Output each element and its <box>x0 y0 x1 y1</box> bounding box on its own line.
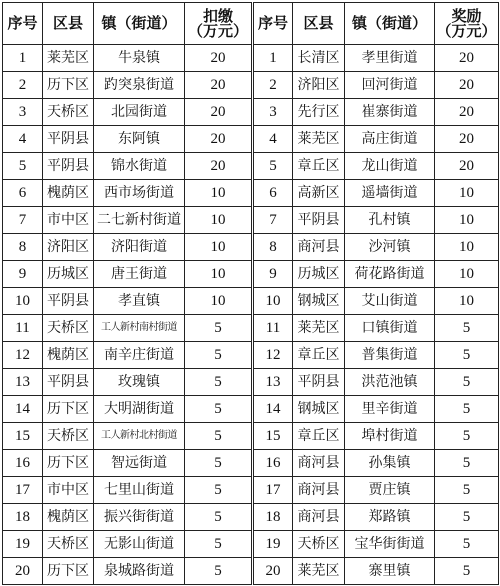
cell-reward-amount: 10 <box>435 207 499 234</box>
cell-deduct-amount: 5 <box>185 315 253 342</box>
table-row <box>3 45 499 72</box>
cell-deduct-amount: 10 <box>185 234 253 261</box>
cell-seq-left: 14 <box>3 396 43 423</box>
cell-town-left: 济阳街道 <box>94 234 185 261</box>
cell-seq-left: 19 <box>3 531 43 558</box>
table-row <box>3 423 499 450</box>
cell-town-left: 玫瑰镇 <box>94 369 185 396</box>
cell-county-left: 济阳区 <box>43 234 94 261</box>
cell-seq-right: 13 <box>253 369 293 396</box>
cell-deduct-amount: 20 <box>185 126 253 153</box>
table-row <box>3 504 499 531</box>
cell-county-right: 章丘区 <box>293 153 345 180</box>
cell-reward-amount: 20 <box>435 153 499 180</box>
cell-town-right: 崔寨街道 <box>345 99 435 126</box>
cell-town-left: 趵突泉街道 <box>94 72 185 99</box>
cell-town-left: 智远街道 <box>94 450 185 477</box>
cell-county-left: 槐荫区 <box>43 504 94 531</box>
table-body <box>3 45 499 585</box>
cell-reward-amount: 5 <box>435 477 499 504</box>
cell-reward-amount: 20 <box>435 45 499 72</box>
cell-reward-amount: 10 <box>435 288 499 315</box>
cell-town-right: 龙山街道 <box>345 153 435 180</box>
cell-seq-right: 19 <box>253 531 293 558</box>
cell-county-right: 商河县 <box>293 504 345 531</box>
cell-seq-left: 16 <box>3 450 43 477</box>
table-row <box>3 99 499 126</box>
cell-town-right: 里辛街道 <box>345 396 435 423</box>
cell-seq-right: 10 <box>253 288 293 315</box>
cell-town-left: 大明湖街道 <box>94 396 185 423</box>
cell-county-left: 市中区 <box>43 477 94 504</box>
cell-seq-left: 3 <box>3 99 43 126</box>
cell-reward-amount: 5 <box>435 342 499 369</box>
cell-seq-left: 4 <box>3 126 43 153</box>
cell-town-left: 无影山街道 <box>94 531 185 558</box>
cell-deduct-amount: 5 <box>185 369 253 396</box>
header-deduct-line2: （万元） <box>187 21 248 40</box>
cell-seq-right: 7 <box>253 207 293 234</box>
table-row <box>3 531 499 558</box>
cell-deduct-amount: 5 <box>185 423 253 450</box>
cell-reward-amount: 5 <box>435 315 499 342</box>
cell-deduct-amount: 5 <box>185 504 253 531</box>
cell-deduct-amount: 5 <box>185 477 253 504</box>
cell-seq-right: 11 <box>253 315 293 342</box>
table-row <box>3 450 499 477</box>
cell-county-right: 莱芜区 <box>293 126 345 153</box>
cell-deduct-amount: 20 <box>185 45 253 72</box>
cell-town-left: 工人新村南村街道 <box>94 315 185 342</box>
header-seq-right: 序号 <box>253 3 293 45</box>
cell-county-left: 天桥区 <box>43 531 94 558</box>
cell-county-right: 商河县 <box>293 477 345 504</box>
cell-county-right: 章丘区 <box>293 423 345 450</box>
table-row <box>3 126 499 153</box>
cell-seq-right: 17 <box>253 477 293 504</box>
cell-seq-left: 9 <box>3 261 43 288</box>
cell-town-right: 口镇街道 <box>345 315 435 342</box>
header-town-left: 镇（街道） <box>94 3 185 45</box>
cell-town-right: 洪范池镇 <box>345 369 435 396</box>
cell-county-left: 历城区 <box>43 261 94 288</box>
cell-town-right: 埠村街道 <box>345 423 435 450</box>
cell-deduct-amount: 10 <box>185 180 253 207</box>
table-row <box>3 558 499 585</box>
cell-deduct-amount: 20 <box>185 99 253 126</box>
cell-reward-amount: 5 <box>435 423 499 450</box>
table-row <box>3 342 499 369</box>
cell-seq-right: 8 <box>253 234 293 261</box>
cell-town-left: 南辛庄街道 <box>94 342 185 369</box>
cell-town-left: 牛泉镇 <box>94 45 185 72</box>
header-county-left: 区县 <box>43 3 94 45</box>
table-row <box>3 477 499 504</box>
cell-town-left: 东阿镇 <box>94 126 185 153</box>
cell-county-right: 商河县 <box>293 450 345 477</box>
cell-county-left: 槐荫区 <box>43 342 94 369</box>
cell-seq-right: 18 <box>253 504 293 531</box>
cell-reward-amount: 5 <box>435 558 499 585</box>
cell-deduct-amount: 20 <box>185 72 253 99</box>
cell-town-left: 锦水街道 <box>94 153 185 180</box>
header-reward <box>435 3 499 45</box>
table-row <box>3 72 499 99</box>
cell-county-right: 钢城区 <box>293 288 345 315</box>
cell-deduct-amount: 5 <box>185 531 253 558</box>
cell-county-right: 高新区 <box>293 180 345 207</box>
cell-town-left: 西市场街道 <box>94 180 185 207</box>
cell-town-right: 孙集镇 <box>345 450 435 477</box>
cell-deduct-amount: 10 <box>185 288 253 315</box>
cell-county-right: 历城区 <box>293 261 345 288</box>
cell-reward-amount: 20 <box>435 126 499 153</box>
cell-county-right: 平阴县 <box>293 207 345 234</box>
cell-town-left: 北园街道 <box>94 99 185 126</box>
cell-town-left: 泉城路街道 <box>94 558 185 585</box>
cell-seq-right: 9 <box>253 261 293 288</box>
table-row <box>3 396 499 423</box>
cell-town-right: 贾庄镇 <box>345 477 435 504</box>
cell-seq-left: 2 <box>3 72 43 99</box>
cell-town-right: 普集街道 <box>345 342 435 369</box>
cell-county-right: 天桥区 <box>293 531 345 558</box>
cell-seq-right: 12 <box>253 342 293 369</box>
cell-deduct-amount: 10 <box>185 261 253 288</box>
cell-seq-left: 11 <box>3 315 43 342</box>
cell-town-right: 回河街道 <box>345 72 435 99</box>
cell-deduct-amount: 5 <box>185 558 253 585</box>
table-row <box>3 369 499 396</box>
cell-county-left: 平阴县 <box>43 153 94 180</box>
header-town-right: 镇（街道） <box>345 3 435 45</box>
cell-town-right: 寨里镇 <box>345 558 435 585</box>
cell-reward-amount: 5 <box>435 369 499 396</box>
cell-town-right: 遥墙街道 <box>345 180 435 207</box>
cell-county-left: 天桥区 <box>43 315 94 342</box>
header-row <box>3 3 499 45</box>
cell-seq-right: 16 <box>253 450 293 477</box>
table-row <box>3 207 499 234</box>
cell-seq-left: 15 <box>3 423 43 450</box>
cell-county-left: 历下区 <box>43 558 94 585</box>
cell-seq-left: 10 <box>3 288 43 315</box>
cell-county-left: 莱芜区 <box>43 45 94 72</box>
cell-reward-amount: 20 <box>435 99 499 126</box>
cell-seq-left: 1 <box>3 45 43 72</box>
table-row <box>3 261 499 288</box>
table-row <box>3 180 499 207</box>
cell-seq-left: 13 <box>3 369 43 396</box>
cell-town-right: 孝里街道 <box>345 45 435 72</box>
table-row <box>3 234 499 261</box>
cell-deduct-amount: 20 <box>185 153 253 180</box>
cell-reward-amount: 5 <box>435 531 499 558</box>
cell-seq-left: 17 <box>3 477 43 504</box>
cell-reward-amount: 10 <box>435 180 499 207</box>
cell-reward-amount: 20 <box>435 72 499 99</box>
cell-deduct-amount: 5 <box>185 450 253 477</box>
cell-seq-left: 8 <box>3 234 43 261</box>
cell-county-right: 商河县 <box>293 234 345 261</box>
cell-town-left: 孝直镇 <box>94 288 185 315</box>
cell-county-left: 槐荫区 <box>43 180 94 207</box>
table-row <box>3 315 499 342</box>
cell-county-left: 市中区 <box>43 207 94 234</box>
cell-town-right: 宝华街街道 <box>345 531 435 558</box>
cell-seq-left: 5 <box>3 153 43 180</box>
header-deduct <box>185 3 253 45</box>
cell-deduct-amount: 5 <box>185 396 253 423</box>
cell-town-left: 唐王街道 <box>94 261 185 288</box>
cell-seq-right: 5 <box>253 153 293 180</box>
cell-town-left: 七里山街道 <box>94 477 185 504</box>
cell-reward-amount: 5 <box>435 450 499 477</box>
cell-town-left: 振兴街街道 <box>94 504 185 531</box>
deduction-reward-table <box>2 2 499 585</box>
cell-seq-right: 14 <box>253 396 293 423</box>
cell-seq-left: 20 <box>3 558 43 585</box>
cell-seq-right: 4 <box>253 126 293 153</box>
table-row <box>3 288 499 315</box>
cell-town-right: 郑路镇 <box>345 504 435 531</box>
cell-seq-left: 18 <box>3 504 43 531</box>
cell-county-left: 平阴县 <box>43 126 94 153</box>
cell-town-right: 孔村镇 <box>345 207 435 234</box>
cell-county-left: 历下区 <box>43 396 94 423</box>
cell-seq-right: 1 <box>253 45 293 72</box>
cell-deduct-amount: 5 <box>185 342 253 369</box>
cell-town-right: 沙河镇 <box>345 234 435 261</box>
cell-county-right: 平阴县 <box>293 369 345 396</box>
cell-seq-right: 2 <box>253 72 293 99</box>
header-deduct-line1: 扣缴 <box>202 6 233 25</box>
cell-county-left: 平阴县 <box>43 369 94 396</box>
cell-seq-left: 12 <box>3 342 43 369</box>
cell-reward-amount: 5 <box>435 396 499 423</box>
cell-town-right: 高庄街道 <box>345 126 435 153</box>
cell-town-left: 工人新村北村街道 <box>94 423 185 450</box>
header-seq-left: 序号 <box>3 3 43 45</box>
cell-county-left: 历下区 <box>43 72 94 99</box>
header-county-right: 区县 <box>293 3 345 45</box>
cell-county-right: 莱芜区 <box>293 315 345 342</box>
cell-county-right: 先行区 <box>293 99 345 126</box>
cell-county-left: 天桥区 <box>43 99 94 126</box>
cell-county-right: 长清区 <box>293 45 345 72</box>
cell-county-right: 济阳区 <box>293 72 345 99</box>
cell-seq-right: 6 <box>253 180 293 207</box>
cell-town-right: 艾山街道 <box>345 288 435 315</box>
header-reward-line1: 奖励 <box>451 6 482 25</box>
header-reward-line2: （万元） <box>436 21 497 40</box>
cell-seq-right: 15 <box>253 423 293 450</box>
cell-county-left: 历下区 <box>43 450 94 477</box>
table-row <box>3 153 499 180</box>
cell-seq-right: 3 <box>253 99 293 126</box>
cell-town-right: 荷花路街道 <box>345 261 435 288</box>
cell-town-left: 二七新村街道 <box>94 207 185 234</box>
cell-seq-left: 7 <box>3 207 43 234</box>
cell-county-left: 平阴县 <box>43 288 94 315</box>
cell-county-left: 天桥区 <box>43 423 94 450</box>
cell-seq-left: 6 <box>3 180 43 207</box>
cell-seq-right: 20 <box>253 558 293 585</box>
cell-reward-amount: 10 <box>435 261 499 288</box>
cell-county-right: 章丘区 <box>293 342 345 369</box>
cell-county-right: 钢城区 <box>293 396 345 423</box>
cell-reward-amount: 5 <box>435 504 499 531</box>
cell-county-right: 莱芜区 <box>293 558 345 585</box>
cell-reward-amount: 10 <box>435 234 499 261</box>
cell-deduct-amount: 10 <box>185 207 253 234</box>
